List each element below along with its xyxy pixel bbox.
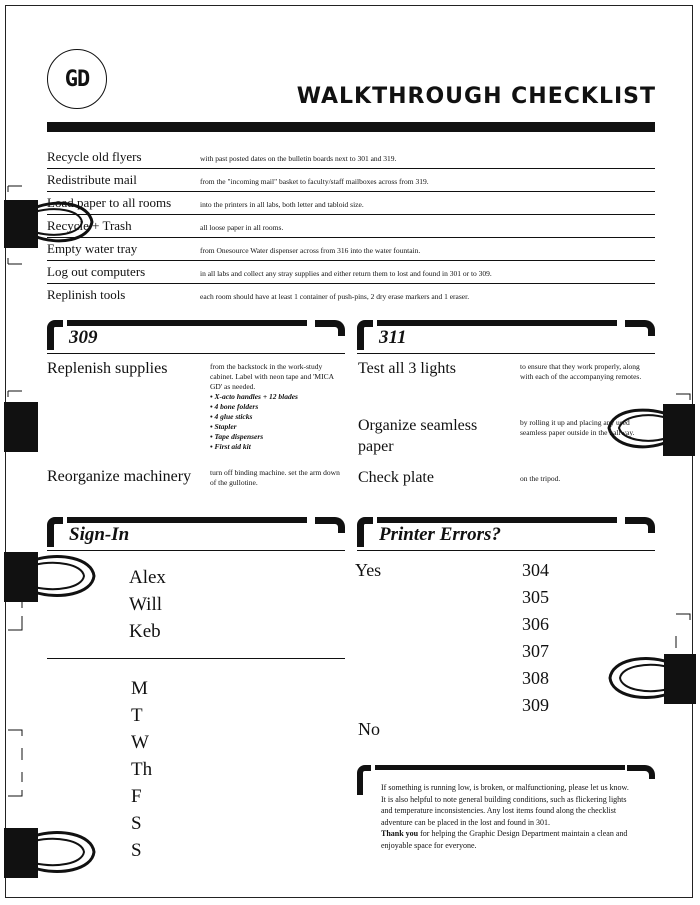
section-309-header: 309 (47, 320, 345, 354)
binder-clip-icon (606, 654, 696, 706)
crop-marks-icon (0, 385, 30, 465)
task-row: Replinish tools each room should have at least 1 container of push-pins, 2 dry erase markers and 1 eraser. (47, 287, 470, 302)
task-name: Test all 3 lights (358, 360, 456, 377)
divider (47, 658, 345, 659)
printer-no: No (358, 719, 380, 739)
crop-marks-icon (0, 180, 30, 270)
task-row: Load paper to all rooms into the printers in all labs, both letter and tabloid size. (47, 192, 655, 215)
task-row: Recycle old flyers with past posted dates on the bulletin boards next to 301 and 319. (47, 146, 655, 169)
task-row: Recycle + Trash all loose paper in all rooms. (47, 215, 655, 238)
section-printer-header: Printer Errors? (357, 517, 655, 551)
task-desc: by rolling it up and placing any used seamless paper outside in the hallway. (520, 418, 635, 437)
crop-marks-icon (0, 720, 40, 800)
task-desc: to ensure that they work properly, along with each of the accompanying remotes. (520, 362, 642, 381)
task-name: Replenish supplies (47, 360, 168, 377)
gd-logo: GD (47, 49, 107, 109)
crop-marks-icon (670, 608, 700, 658)
task-row: Redistribute mail from the "incoming mail" basket to faculty/staff mailboxes across from 319. (47, 169, 655, 192)
signin-names: Alex Will Keb (129, 567, 166, 642)
task-desc: on the tripod. (520, 474, 561, 483)
section-311-header: 311 (357, 320, 655, 354)
crop-marks-icon (0, 590, 40, 640)
section-signin-header: Sign-In (47, 517, 345, 551)
task-name: Organize seamless paper (358, 417, 478, 455)
task-row: Empty water tray from Onesource Water dispenser across from 316 into the water fountain. (47, 238, 655, 261)
task-desc: turn off binding machine. set the arm down of the gullotine. (210, 468, 340, 487)
header-rule (47, 122, 655, 132)
task-name: Reorganize machinery (47, 468, 192, 485)
footer-note: If something is running low, is broken, or malfunctioning, please let us know. It is also helpful to note general building conditions, such as flickering lights and temperature inconsistencies. Any lost items found along the checklist adventure can be placed in the lost and found in 301. Thank you for helping the Graphic Design Department maintain a clean and enjoyable space for everyone. (381, 783, 629, 850)
task-row: Log out computers in all labs and collect any stray supplies and either return them to lost and found in 301 or to 309. (47, 261, 655, 284)
printer-rooms: 304 305 306 307 308 309 (522, 560, 549, 715)
printer-yes: Yes (355, 560, 382, 580)
page-title: WALKTHROUGH CHECKLIST (296, 84, 656, 109)
signin-days: M T W Th F S S (131, 678, 153, 861)
crop-marks-icon (670, 388, 700, 468)
supply-list: • X-acto handles + 12 blades • 4 bone folders • 4 glue sticks • Stapler • Tape dispensers • First aid kit (210, 392, 340, 452)
task-name: Check plate (358, 469, 434, 486)
binder-clip-icon (4, 828, 99, 880)
task-desc: from the backstock in the work-study cabinet. Label with neon tape and 'MICA GD' as needed. • X-acto handles + 12 blades • 4 bone folders • 4 glue sticks • Stapler • Tape dispensers • First aid kit (210, 362, 340, 452)
